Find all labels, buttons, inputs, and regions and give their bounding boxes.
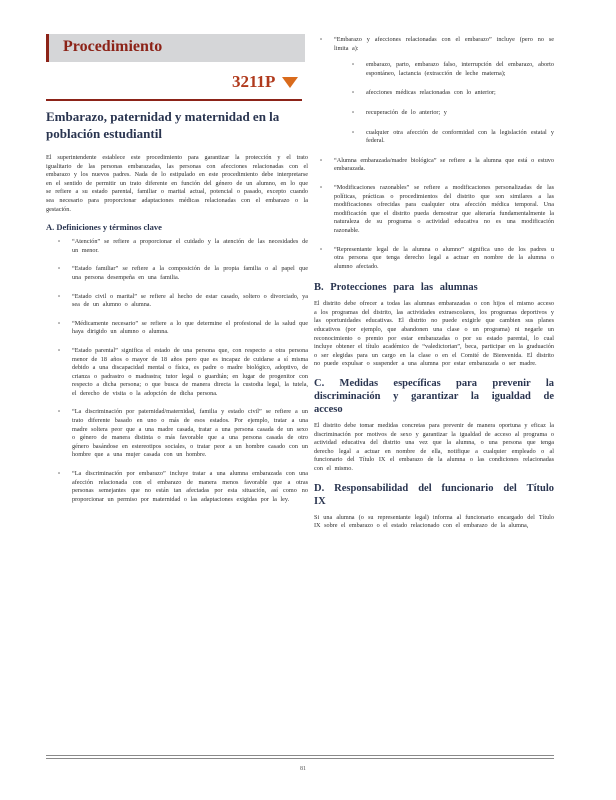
section-d-heading: D. Responsabilidad del funcionario del Título IX [314,482,554,507]
intro-paragraph: El superintendente establece este procedimiento para garantizar la protección y el trato igualitario de las personas embarazadas, las personas con afecciones relacionadas con el embarazo y los nuevos padres. Nada de lo estipulado en este procedimiento debe interpretarse en el sentido de permitir un trato diferente en función del género de un alumno, en lo que se refiere a su estado parental, familiar o marital actual, potencial o pasado, excepto cuando sea necesario para proporcionar adaptaciones médicas relacionadas con el embarazo o la gestación. [46,154,308,213]
section-b-heading: B. Protecciones para las alumnas [314,282,478,294]
section-b-paragraph: El distrito debe ofrecer a todas las alumnas embarazadas o con hijos el mismo acceso a los programas del distrito, las actividades extraescolares, los programas deportivos y las oportunidades educativas. El distrito no puede exigirle que cambien sus planes educativos (por ejemplo, que abandonen una clase o un programa) ni negarle un reconocimiento o premio por estar embarazadas o por su estado parental, lo cual incluye obtener el título académico de “valedictorian”, beca, participar en la graduación o ser elegidas para un cargo en la clase o en el Comité de Bienvenida. El distrito no puede expulsar o suspender a una alumna por estar embarazada o ser madre. [314,300,554,368]
definition-item [320,36,554,146]
definition-item [58,347,308,399]
bullet-icon: ▫ [352,109,355,116]
section-c-paragraph: El distrito debe tomar medidas concretas para prevenir de manera oportuna y eficaz la discriminación por motivos de sexo y garantizar la igualdad de acceso al programa o actividad educativa del distrito una vez que la alumna, o una persona que tenga derecho legal a actuar en nombre de ella, notifique a cualquier empleado o al funcionario del Título IX el embarazo de la alumna o las condiciones relacionadas con el mismo. [314,422,554,472]
header-rule [46,99,302,101]
bullet-icon: ▫ [352,129,355,136]
sub-item-text: recuperación de lo anterior; y [366,108,447,116]
sub-item-text: cualquier otra afección de conformidad con la legislación estatal y federal. [366,128,554,145]
definition-item [320,184,554,236]
bullet-icon: ▫ [320,37,323,43]
sub-list-item [352,129,554,146]
bullet-icon: ▫ [58,471,61,478]
policy-code: 3211P [232,72,276,91]
bullet-icon: ▫ [58,239,61,246]
definition-item [58,408,308,460]
section-d-paragraph: Si una alumna (o su representante legal) informa al funcionario encargado del Título IX sobre el embarazo o el estado relacionado con el embarazo de la alumna, [314,513,554,530]
definition-text: “Representante legal de la alumna o alumno” significa uno de los padres u otra persona que tenga derecho legal a actuar en nombre de la alumna o alumno afectado. [334,245,554,270]
definition-text: “La discriminación por embarazo” incluye tratar a una alumna embarazada con una afección relacionada con el embarazo de manera menos favorable que a otras personas semejantes que no están tan afectadas por esta situación, así como no proporcionar un permiso por maternidad o las adaptaciones exigidas por la ley. [72,470,308,503]
section-c-heading: C. Medidas específicas para prevenir la discriminación y garantizar la igualdad de acceso [314,378,554,416]
definition-item [58,265,308,282]
left-column [46,108,308,514]
definition-text: “Atención” se refiere a proporcionar el cuidado y la atención de las necesidades de un menor. [72,238,308,254]
sub-list [352,61,554,146]
sub-list-item [352,89,554,98]
definition-item [58,293,308,310]
sub-item-text: embarazo, parto, embarazo falso, interrupción del embarazo, aborto espontáneo, lactancia (extracción de leche materna); [366,61,554,77]
definition-text: “Estado civil o marital” se refiere al hecho de estar casado, soltero o divorciado, ya sea de un alumno o alumna. [72,292,308,309]
definition-text: “Modificaciones razonables” se refiere a modificaciones personalizadas de las políticas, prácticas o procedimientos del distrito que son similares a las modificaciones ofrecidas para cualquier otra afección médica temporal. Una modificación que el distrito pueda demostrar que alteraría fundamentalmente la naturaleza de su programa o actividad educativa no es una modificación razonable. [334,183,554,234]
bullet-icon: ▫ [320,246,323,253]
bullet-icon: ▫ [58,293,61,300]
right-column [314,36,554,539]
definition-text: “La discriminación por paternidad/maternidad, familia y estado civil” se refiere a un trato diferente basado en uno o más de esos estados. Por ejemplo, tratar a una madre soltera peor que a una madre casada, tratar a una persona casada de un sexo o género de manera distinta o más favorable que a una persona casada de otro género basándose en estereotipos sociales, o tratar peor a un hombre casado con un hombre que a una mujer casada con un hombre. [72,408,308,459]
section-title: Procedimiento [63,38,163,55]
bullet-icon: ▫ [352,62,355,69]
definitions-list-continued [320,36,554,271]
section-header-box [46,34,305,62]
section-a-heading: A. Definiciones y términos clave [46,222,162,233]
definition-item [58,470,308,504]
sub-list-item [352,61,554,78]
definition-item [58,238,308,255]
definition-text: “Estado familiar” se refiere a la composición de la propia familia o al papel que una persona desempeña en una familia. [72,265,308,281]
sub-item-text: afecciones médicas relacionadas con lo anterior; [366,89,496,97]
definition-text: “Embarazo y afecciones relacionadas con el embarazo” incluye (pero no se limita a): [334,36,554,52]
footer-rule [46,755,554,756]
triangle-down-icon [282,77,298,88]
sub-list-item [352,109,554,118]
bullet-icon: ▫ [320,184,323,191]
bullet-icon: ▫ [352,90,355,97]
footer-rule [46,758,554,759]
bullet-icon: ▫ [58,266,61,273]
definition-item [320,246,554,272]
bullet-icon: ▫ [58,320,61,327]
definition-text: “Alumna embarazada/madre biológica” se refiere a la alumna que está o estuvo embarazada. [334,156,554,173]
definitions-list [58,238,308,504]
definition-item [320,157,554,174]
bullet-icon: ▫ [58,409,61,416]
bullet-icon: ▫ [58,347,61,354]
definition-item [58,320,308,337]
page-number: 81 [300,766,306,772]
document-title: Embarazo, paternidad y maternidad en la población estudiantil [46,109,280,141]
bullet-icon: ▫ [320,157,323,164]
definition-text: “Médicamente necesario” se refiere a lo que determine el profesional de la salud que haya dirigido un alumno o alumna. [72,319,308,336]
definition-text: “Estado parental” significa el estado de una persona que, con respecto a otra persona menor de 18 años o mayor de 18 años pero que es incapaz de cuidarse a sí misma debido a una discapacidad mental o física, es padre o madre biológico, adoptivo, de crianza o padrastro o madrastra; tutor legal o guardián; en lugar de progenitor con respecto a dicha persona; o que busca de manera directa la custodia legal, la tutela, el derecho de visita o la adopción de dicha persona. [72,346,308,397]
